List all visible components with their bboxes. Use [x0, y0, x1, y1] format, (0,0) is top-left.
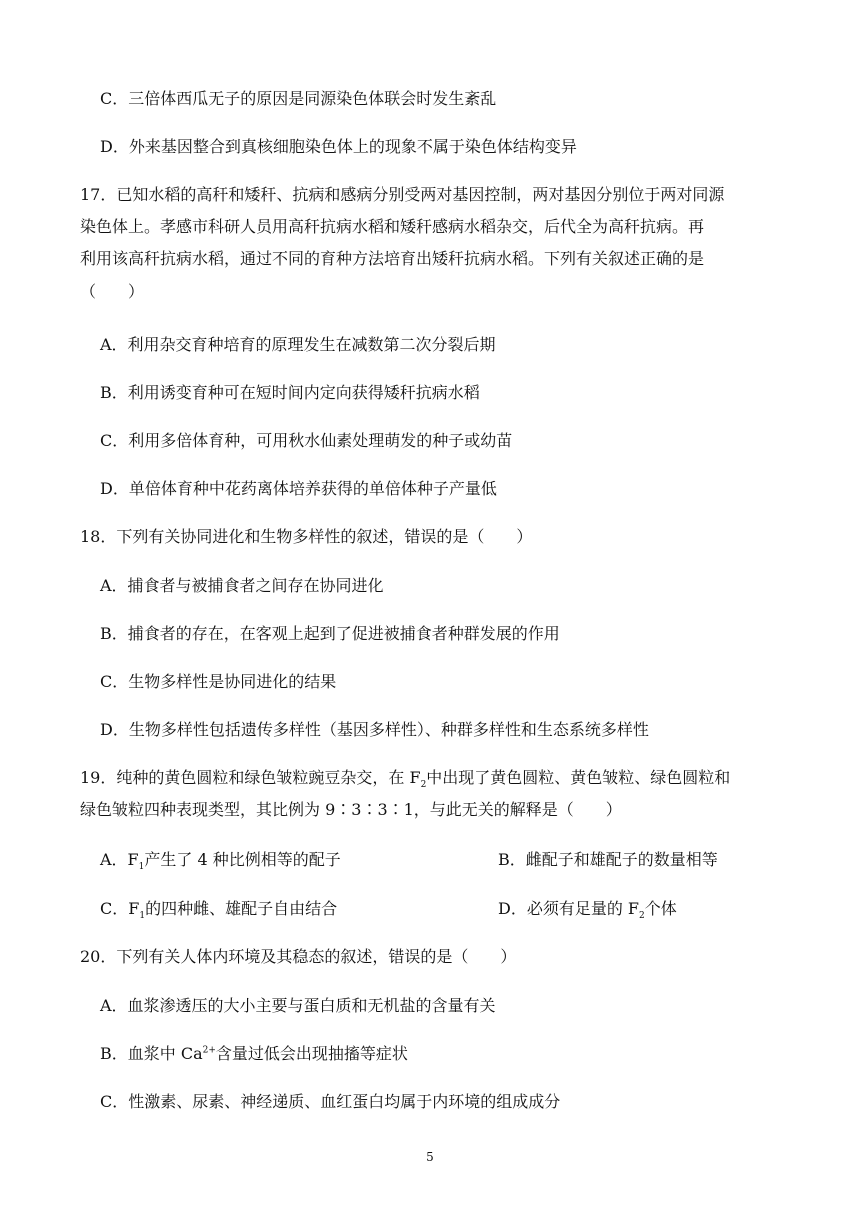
q19-c-text: C．F	[100, 899, 140, 918]
q18-option-c: C．生物多样性是协同进化的结果	[100, 672, 337, 691]
page-number: 5	[426, 1150, 434, 1164]
q17-option-d: D．单倍体育种中花药离体培养获得的单倍体种子产量低	[100, 479, 497, 498]
q19-stem-line1	[80, 767, 782, 789]
q19-a-subscript: 1	[138, 862, 145, 873]
q19-stem1-text: 19．纯种的黄色圆粒和绿色皱粒豌豆杂交，在 F	[80, 768, 421, 787]
q20-option-b	[100, 1043, 782, 1065]
q20-b-text-cont: 含量过低会出现抽搐等症状	[215, 1044, 408, 1063]
q20-stem: 20．下列有关人体内环境及其稳态的叙述，错误的是（ ）	[80, 947, 517, 966]
q19-option-a	[100, 850, 341, 873]
q17-stem-line2: 染色体上。孝感市科研人员用高秆抗病水稻和矮秆感病水稻杂交，后代全为高秆抗病。再	[80, 217, 705, 236]
q19-c-text-cont: 的四种雌、雄配子自由结合	[145, 899, 338, 918]
q17-stem-line1: 17．已知水稻的高秆和矮秆、抗病和感病分别受两对基因控制，两对基因分别位于两对同源	[80, 185, 725, 204]
q18-stem: 18．下列有关协同进化和生物多样性的叙述，错误的是（ ）	[80, 527, 533, 546]
q20-b-superscript: 2+	[202, 1045, 216, 1056]
q20-option-c: C．性激素、尿素、神经递质、血红蛋白均属于内环境的组成成分	[100, 1092, 561, 1111]
q18-option-b: B．捕食者的存在，在客观上起到了促进被捕食者种群发展的作用	[100, 624, 560, 643]
q19-d-text-cont: 个体	[644, 899, 677, 918]
prev-option-c: C．三倍体西瓜无子的原因是同源染色体联会时发生紊乱	[100, 89, 497, 108]
q19-stem1-text-cont: 中出现了黄色圆粒、黄色皱粒、绿色圆粒和	[426, 768, 731, 787]
q20-b-text: B．血浆中 Ca	[100, 1044, 203, 1063]
q18-option-d: D．生物多样性包括遗传多样性（基因多样性）、种群多样性和生态系统多样性	[100, 720, 649, 739]
q19-options-row2	[100, 898, 782, 920]
q19-d-text: D．必须有足量的 F	[498, 899, 640, 918]
q17-answer-paren: （ ）	[80, 282, 145, 301]
q19-d-subscript: 2	[639, 911, 645, 922]
q17-option-a: A．利用杂交育种培育的原理发生在减数第二次分裂后期	[100, 335, 496, 354]
q19-stem-line2: 绿色皱粒四种表现类型，其比例为 9∶3∶3∶1，与此无关的解释是（ ）	[80, 800, 622, 819]
q19-stem1-subscript: 2	[420, 780, 427, 791]
q19-a-text: A．F	[100, 850, 139, 869]
q17-stem-line3: 利用该高秆抗病水稻，通过不同的育种方法培育出矮秆抗病水稻。下列有关叙述正确的是	[80, 249, 705, 268]
q17-option-c: C．利用多倍体育种，可用秋水仙素处理萌发的种子或幼苗	[100, 431, 513, 450]
q20-option-a: A．血浆渗透压的大小主要与蛋白质和无机盐的含量有关	[100, 996, 496, 1015]
q19-options-row1	[100, 849, 782, 871]
q19-option-d	[498, 898, 677, 920]
q19-option-c	[100, 899, 338, 922]
q17-option-b: B．利用诱变育种可在短时间内定向获得矮秆抗病水稻	[100, 383, 480, 402]
q19-c-subscript: 1	[139, 911, 146, 922]
q18-option-a: A．捕食者与被捕食者之间存在协同进化	[100, 576, 384, 595]
q19-option-b: B．雌配子和雄配子的数量相等	[498, 850, 718, 869]
q19-a-text-cont: 产生了 4 种比例相等的配子	[144, 850, 341, 869]
prev-option-d: D．外来基因整合到真核细胞染色体上的现象不属于染色体结构变异	[100, 137, 577, 156]
